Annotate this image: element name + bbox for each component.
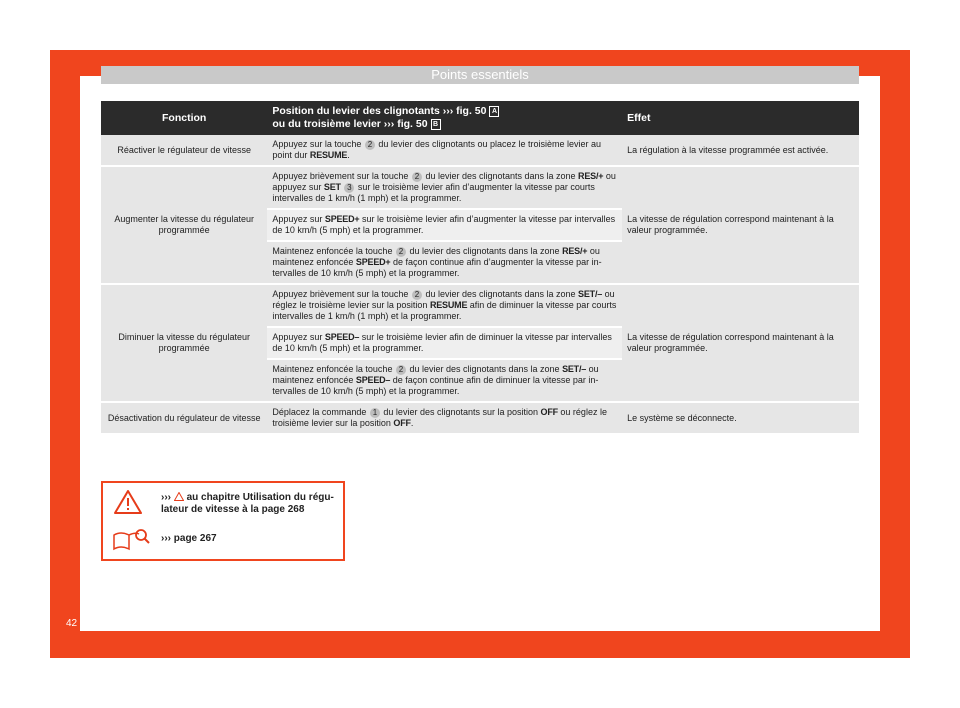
header-position-line2: ou du troisième levier ››› fig. 50: [272, 118, 428, 130]
reference-box: [101, 481, 345, 561]
control-label: SPEED+: [324, 214, 360, 224]
text-fragment: du levier des clignotants dans la zone: [406, 246, 563, 256]
control-label: SET: [323, 182, 341, 192]
text-fragment: sur le troisième levier afin d’augmenter la vitesse par intervalles de 10 km/h (5 mph) et la programmer.: [272, 214, 616, 235]
text-fragment: de façon continue afin de diminuer la vitesse par intervalles de 10 km/h (5 mph) et la programmer.: [272, 375, 599, 396]
callout-number: 2: [396, 365, 406, 375]
control-label: SET/–: [578, 289, 603, 299]
page-number: 42: [66, 618, 78, 629]
table-row: [101, 135, 859, 167]
control-label: SPEED–: [355, 375, 391, 385]
text-fragment: ou maintenez enfoncée: [272, 246, 600, 267]
control-label: RES/+: [578, 171, 604, 181]
warning-icon: [113, 489, 143, 515]
control-label: SPEED–: [324, 332, 360, 342]
text-fragment: du levier des clignotants sur la position: [380, 407, 541, 417]
text-fragment: Appuyez brièvement sur la touche: [272, 289, 411, 299]
inline-warning-icon: [174, 492, 184, 501]
cell-fonction: Diminuer la vitesse du régulateur programmée: [101, 285, 267, 403]
text-fragment: Appuyez sur: [272, 214, 325, 224]
fig-b-label: B: [431, 119, 441, 130]
text-fragment: du levier des clignotants dans la zone: [422, 171, 579, 181]
callout-number: 2: [412, 290, 422, 300]
header-fonction: Fonction: [101, 101, 267, 135]
text-fragment: ou réglez le troisième levier sur la position: [272, 407, 607, 428]
text-fragment: Appuyez brièvement sur la touche: [272, 171, 411, 181]
cell-position: [267, 135, 622, 167]
control-label: RESUME: [309, 150, 348, 160]
text-fragment: ou réglez le troisième levier sur la position: [272, 289, 615, 310]
cell-effet: La régulation à la vitesse programmée est activée.: [622, 135, 859, 167]
table-header-row: [101, 101, 859, 135]
control-label: OFF: [393, 418, 411, 428]
text-fragment: .: [410, 418, 414, 428]
text-fragment: .: [347, 150, 350, 160]
table-body: [101, 135, 859, 435]
callout-number: 3: [344, 183, 354, 193]
cell-effet: Le système se déconnecte.: [622, 403, 859, 435]
header-position-line1: Position du levier des clignotants ››› fig. 50: [272, 105, 487, 117]
callout-number: 2: [365, 140, 375, 150]
text-fragment: Maintenez enfoncée la touche: [272, 246, 395, 256]
table-row: [101, 285, 859, 328]
control-label: RESUME: [429, 300, 468, 310]
text-fragment: du levier des clignotants dans la zone: [422, 289, 579, 299]
cell-fonction: Désactivation du régulateur de vitesse: [101, 403, 267, 435]
text-fragment: Déplacez la commande: [272, 407, 369, 417]
essentials-table: [101, 101, 859, 435]
text-fragment: de façon continue afin d’augmenter la vitesse par intervalles de 10 km/h (5 mph) et la programmer.: [272, 257, 602, 278]
text-fragment: sur le troisième levier afin d’augmenter la vitesse par courts intervalles de 1 km/h (1 mph) et la programmer.: [272, 182, 595, 203]
text-fragment: afin de diminuer la vitesse par courts intervalles de 1 km/h (1 mph) et la programmer.: [272, 300, 617, 321]
cell-effet: La vitesse de régulation correspond maintenant à la valeur programmée.: [622, 167, 859, 285]
cell-position: [267, 285, 622, 328]
warning-text[interactable]: au chapitre Utilisation du régulateur de vitesse à la page 268: [161, 492, 334, 515]
cell-position: [267, 360, 622, 403]
control-label: SPEED+: [355, 257, 391, 267]
header-position: [267, 101, 622, 135]
cell-fonction: Augmenter la vitesse du régulateur programmée: [101, 167, 267, 285]
text-fragment: ou maintenez enfoncée: [272, 364, 599, 385]
callout-number: 2: [412, 172, 422, 182]
text-fragment: ou appuyez sur: [272, 171, 616, 192]
cell-position: [267, 403, 622, 435]
table-row: [101, 403, 859, 435]
cell-position: [267, 210, 622, 242]
section-header: Points essentiels: [101, 66, 859, 84]
text-fragment: du levier des clignotants dans la zone: [406, 364, 563, 374]
cell-position: [267, 328, 622, 360]
cell-position: [267, 167, 622, 210]
control-label: OFF: [540, 407, 558, 417]
table-row: [101, 167, 859, 210]
text-fragment: du levier des clignotants ou placez le troisième levier au point dur: [272, 139, 602, 160]
text-fragment: Appuyez sur: [272, 332, 325, 342]
page-reference[interactable]: ››› page 267: [161, 533, 217, 544]
control-label: RES/+: [562, 246, 588, 256]
warning-reference: [161, 492, 337, 516]
book-reference-icon: [111, 527, 151, 551]
callout-number: 2: [396, 247, 406, 257]
fig-a-label: A: [489, 106, 499, 117]
control-label: SET/–: [562, 364, 587, 374]
warning-prefix: ›››: [161, 492, 171, 503]
text-fragment: Appuyez sur la touche: [272, 139, 364, 149]
cell-position: [267, 242, 622, 285]
cell-fonction: Réactiver le régulateur de vitesse: [101, 135, 267, 167]
callout-number: 1: [370, 408, 380, 418]
text-fragment: Maintenez enfoncée la touche: [272, 364, 395, 374]
cell-effet: La vitesse de régulation correspond maintenant à la valeur programmée.: [622, 285, 859, 403]
text-fragment: [341, 182, 344, 192]
header-effet: Effet: [622, 101, 859, 135]
text-fragment: sur le troisième levier afin de diminuer la vitesse par intervalles de 10 km/h (5 mph) et la programmer.: [272, 332, 612, 353]
